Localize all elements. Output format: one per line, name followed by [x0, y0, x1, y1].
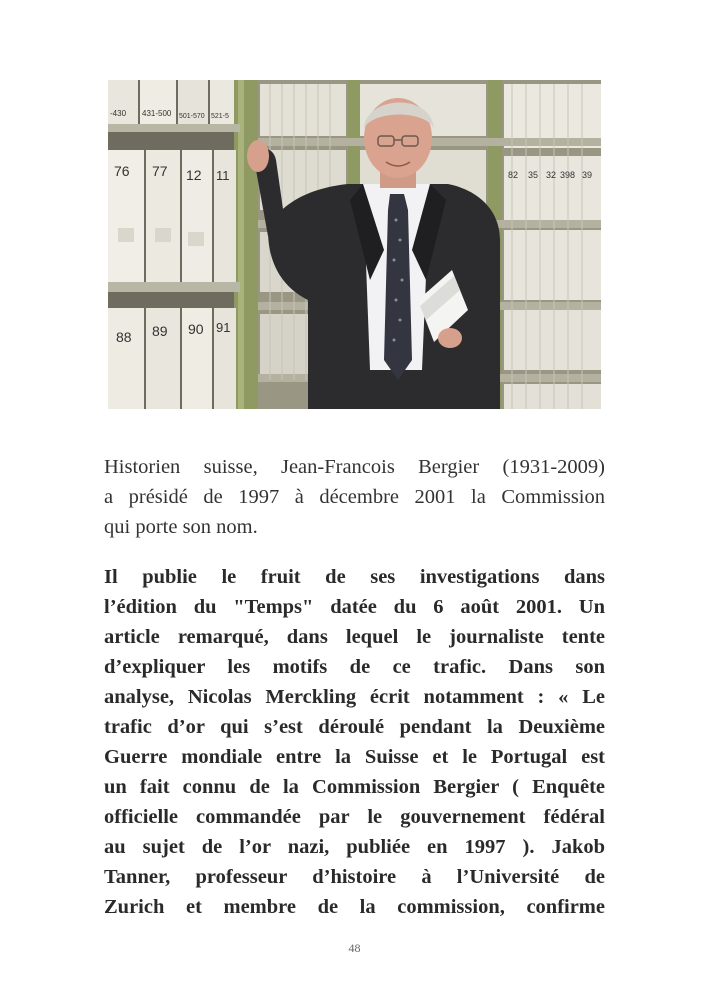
- box-label: -430: [110, 109, 127, 118]
- caption-line: qui porte son nom.: [104, 516, 258, 538]
- body-line: Il publie le fruit de ses investigations dans: [104, 566, 605, 588]
- box-label: 35: [528, 170, 539, 180]
- box-label: 39: [582, 170, 593, 180]
- body-line: officielle commandée par le gouvernement fédéral: [104, 806, 605, 828]
- box-label: 91: [216, 320, 231, 335]
- box-label: 521-5: [211, 113, 229, 120]
- body-line: analyse, Nicolas Merckling écrit notamment : « Le: [104, 686, 605, 708]
- page-number: 48: [348, 941, 361, 955]
- body-line: d’expliquer les motifs de ce trafic. Dans son: [104, 656, 605, 678]
- left-top-boxes: [108, 80, 234, 124]
- body-line: un fait connu de la Commission Bergier ( Enquête: [104, 776, 605, 798]
- photo-illustration: [108, 80, 601, 409]
- box-label: 398: [560, 170, 576, 180]
- left-bottom-boxes: [108, 308, 236, 409]
- box-label: 77: [152, 163, 168, 179]
- box-label: 12: [186, 167, 202, 183]
- body-line: au sujet de l’or nazi, publiée en 1997 ). Jakob: [104, 836, 605, 858]
- body-line: trafic d’or qui s’est déroulé pendant la Deuxième: [104, 716, 605, 738]
- box-label: 11: [216, 168, 230, 183]
- box-label: 88: [116, 329, 132, 345]
- box-label: 76: [114, 163, 130, 179]
- body-paragraph: [104, 562, 605, 922]
- box-label: 89: [152, 323, 168, 339]
- box-label: 82: [508, 170, 519, 180]
- body-line: Guerre mondiale entre la Suisse et le Portugal est: [104, 746, 605, 768]
- photo-caption: [104, 452, 605, 542]
- body-line: Zurich et membre de la commission, confirme: [104, 896, 605, 918]
- left-middle-boxes: [108, 150, 236, 282]
- caption-line: Historien suisse, Jean-Francois Bergier (1931-2009): [104, 456, 605, 478]
- box-label: 501-570: [179, 113, 205, 120]
- body-line: Tanner, professeur d’histoire à l’Université de: [104, 866, 605, 888]
- box-label: 90: [188, 321, 204, 337]
- body-line: article remarqué, dans lequel le journaliste tente: [104, 626, 605, 648]
- archive-photo: [108, 80, 601, 409]
- box-label: 431-500: [142, 109, 172, 118]
- body-line: l’édition du "Temps" datée du 6 août 2001. Un: [104, 596, 605, 618]
- caption-line: a présidé de 1997 à décembre 2001 la Commission: [104, 486, 605, 508]
- box-label: 32: [546, 170, 557, 180]
